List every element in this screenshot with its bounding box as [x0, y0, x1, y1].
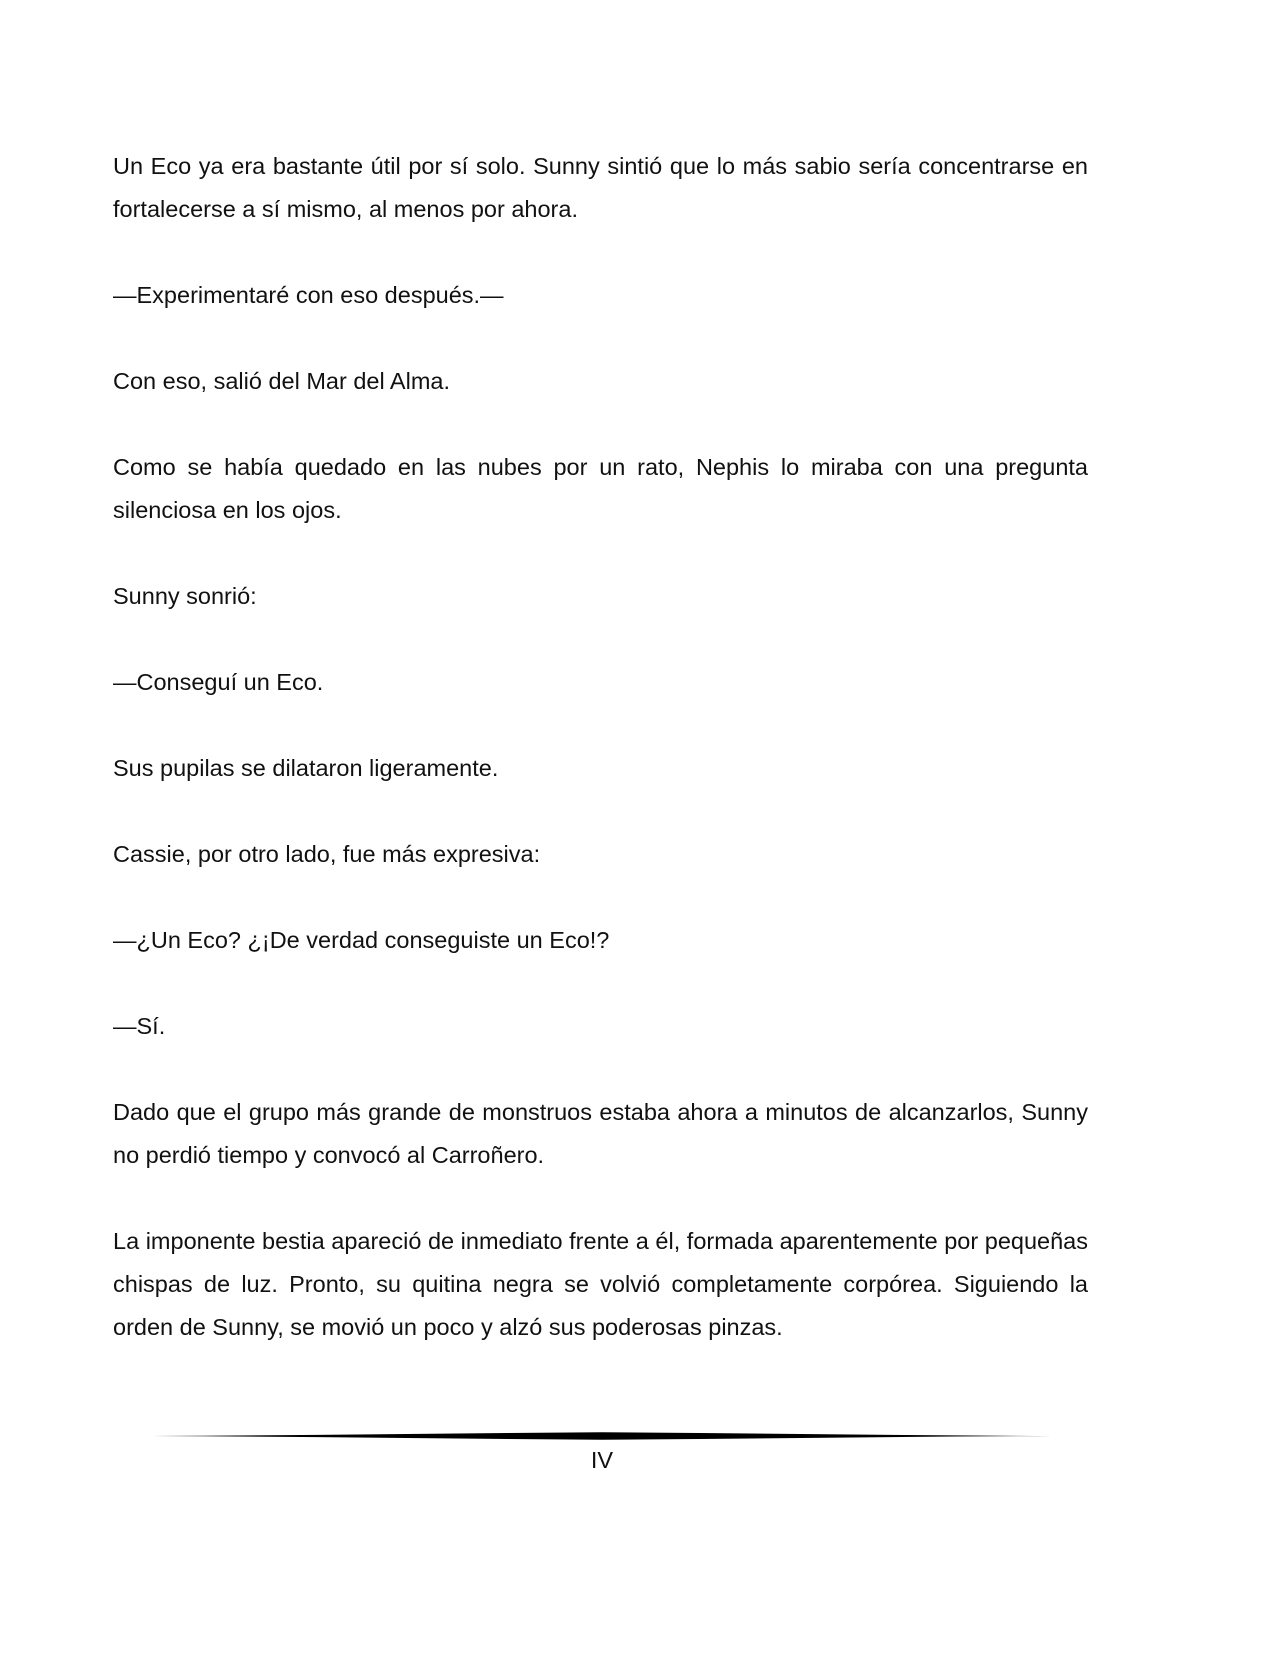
paragraph: La imponente bestia apareció de inmediato frente a él, formada aparentemente por pequeñas chispas de luz. Pronto, su quitina negra se volvió completamente corpórea. Siguiendo la orden de Sunny, se movió un poco y alzó sus poderosas pinzas.	[113, 1228, 1088, 1340]
paragraph: Como se había quedado en las nubes por un rato, Nephis lo miraba con una pregunta silenciosa en los ojos.	[113, 454, 1088, 523]
paragraph: Dado que el grupo más grande de monstruos estaba ahora a minutos de alcanzarlos, Sunny no perdió tiempo y convocó al Carroñero.	[113, 1099, 1088, 1168]
paragraph: Con eso, salió del Mar del Alma.	[113, 368, 450, 394]
paragraph: Un Eco ya era bastante útil por sí solo. Sunny sintió que lo más sabio sería concentrarse en fortalecerse a sí mismo, al menos por ahora.	[113, 153, 1088, 222]
paragraph: —Experimentaré con eso después.—	[113, 282, 504, 308]
paragraph: Cassie, por otro lado, fue más expresiva:	[113, 841, 541, 867]
page-divider-ornament	[152, 1431, 1052, 1441]
divider-swash	[152, 1431, 1052, 1441]
paragraph: Sus pupilas se dilataron ligeramente.	[113, 755, 499, 781]
paragraph: Sunny sonrió:	[113, 583, 257, 609]
page-number: IV	[590, 1447, 614, 1473]
paragraph: —¿Un Eco? ¿¡De verdad conseguiste un Eco!?	[113, 927, 610, 953]
paragraph: —Conseguí un Eco.	[113, 669, 324, 695]
page-body	[113, 145, 1088, 1349]
paragraph: —Sí.	[113, 1013, 166, 1039]
